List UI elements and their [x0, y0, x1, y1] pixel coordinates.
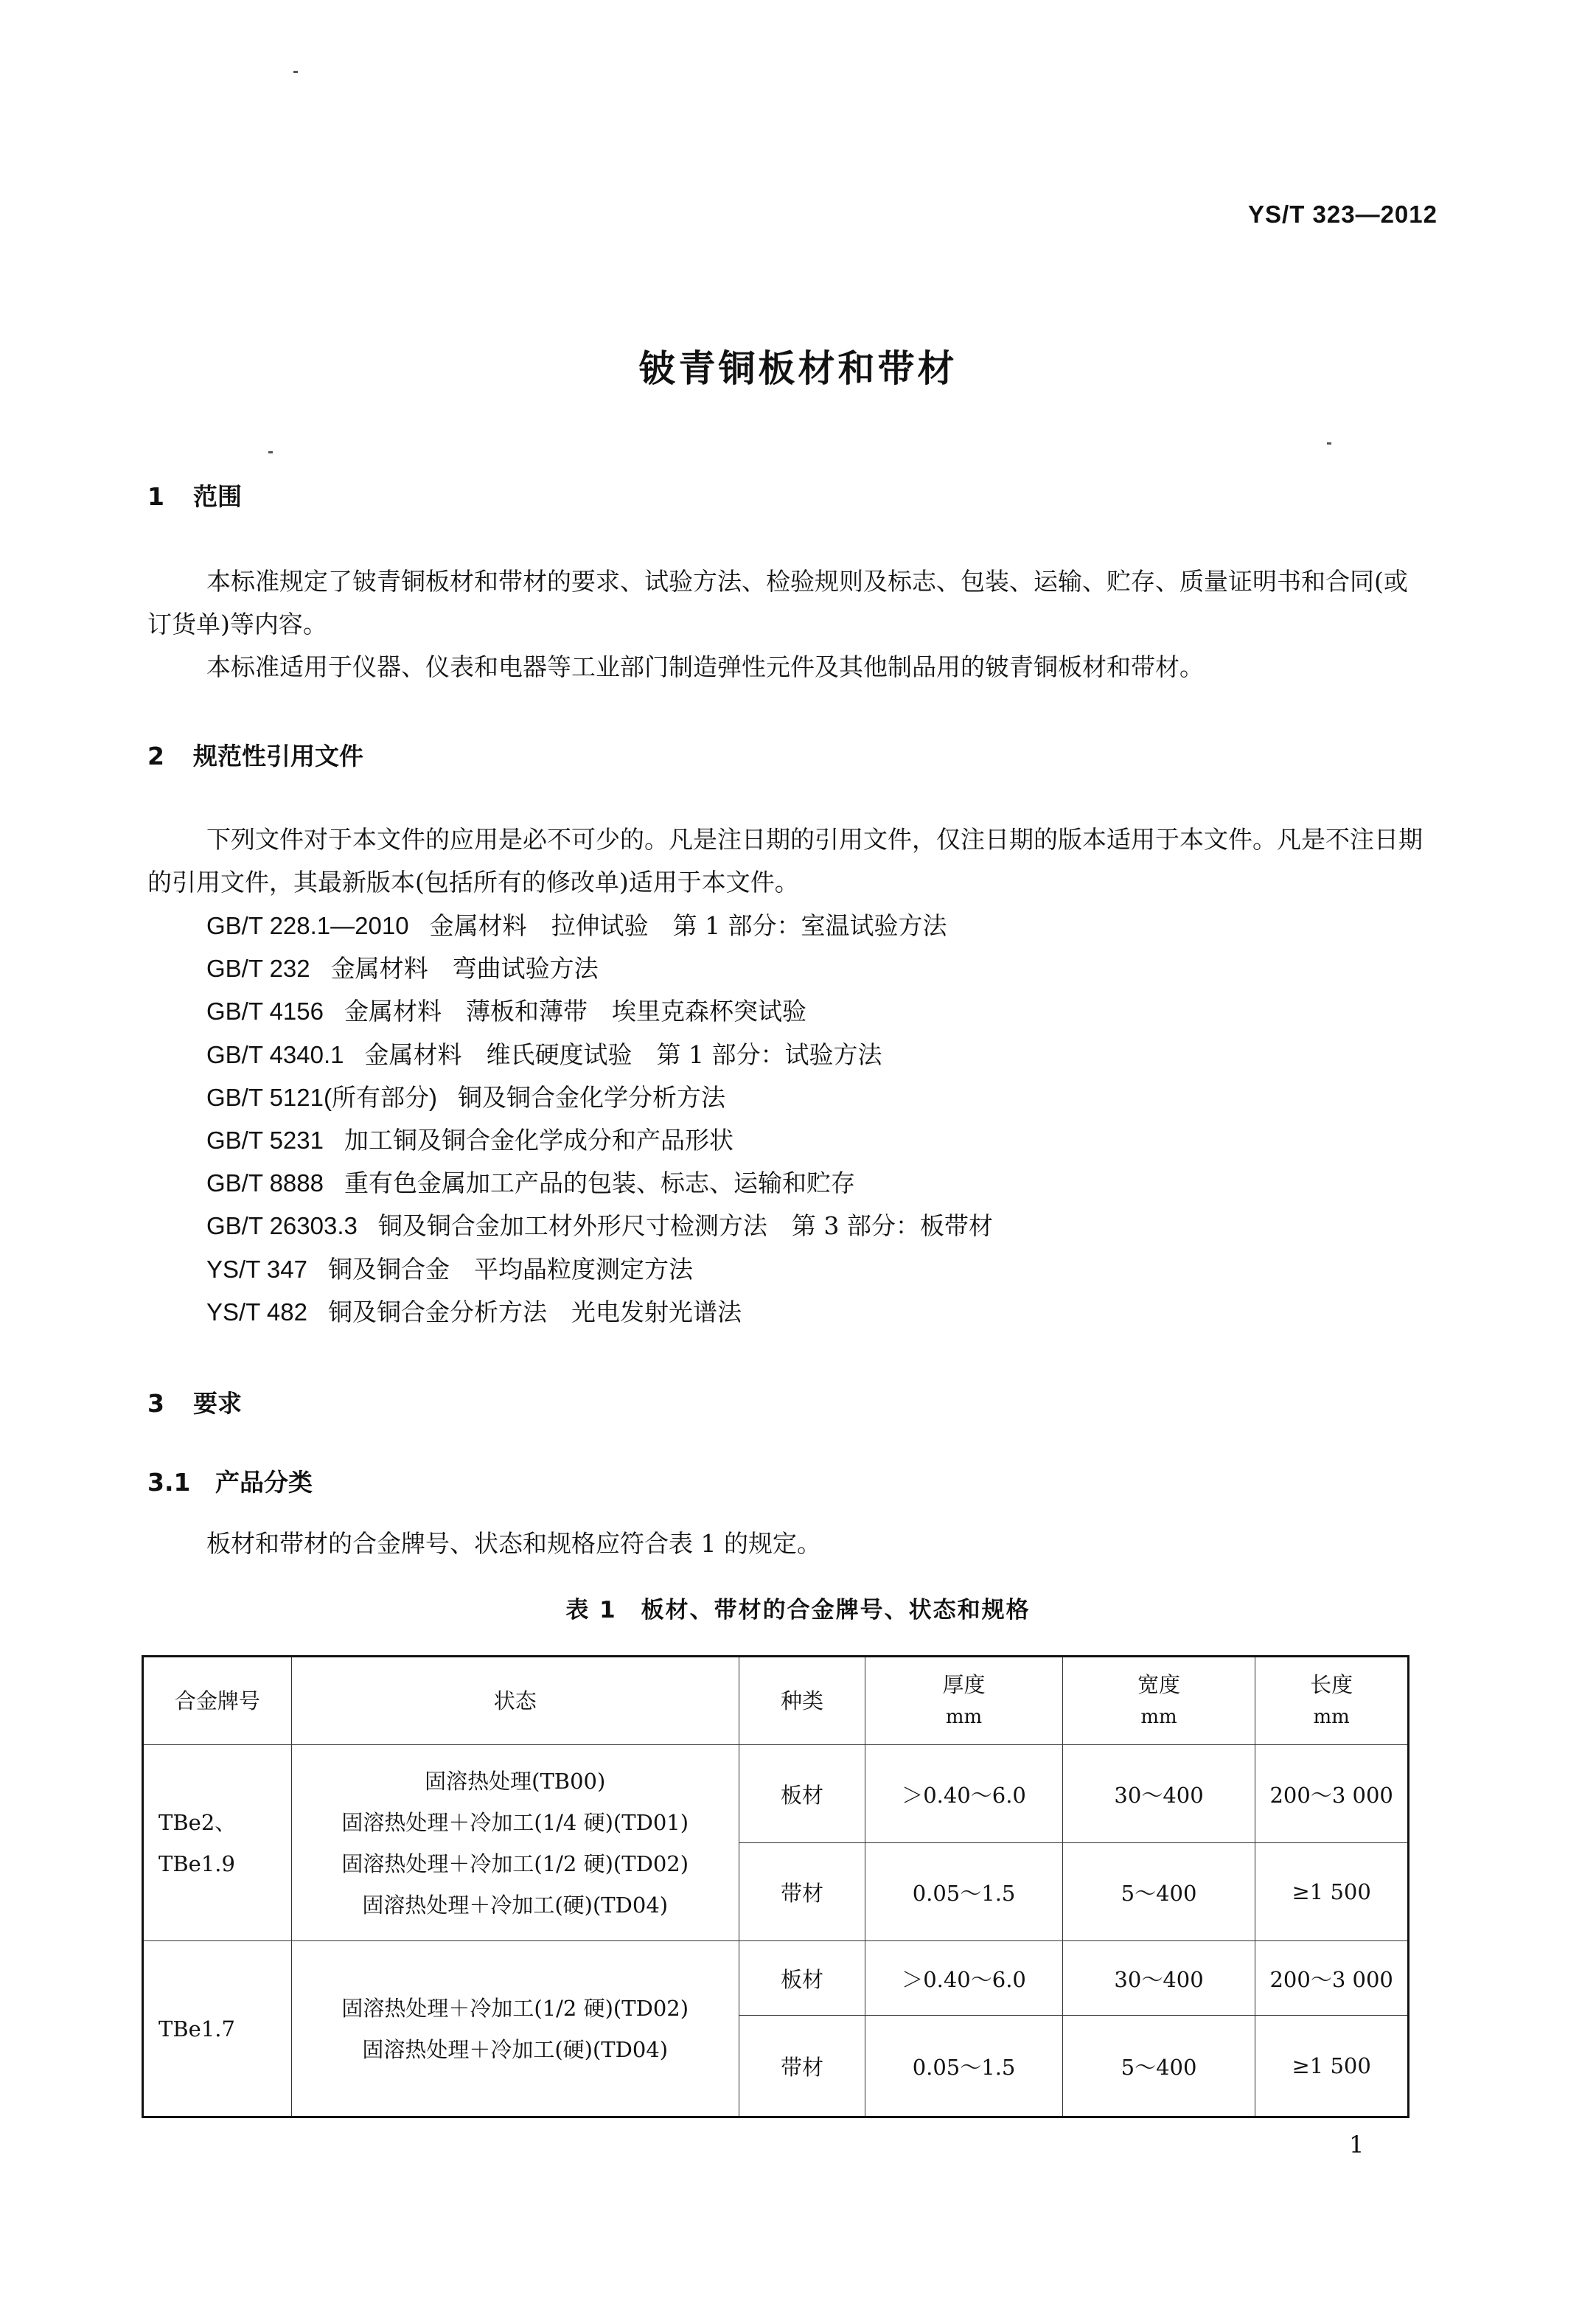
classification-text: 板材和带材的合金牌号、状态和规格应符合表 1 的规定。 — [206, 1529, 821, 1558]
section-number: 2 — [147, 742, 164, 770]
section-title: 要求 — [193, 1389, 242, 1418]
reference-list — [206, 905, 993, 1334]
reference-title: 铜及铜合金化学分析方法 — [457, 1082, 725, 1112]
section-number: 1 — [147, 482, 164, 511]
spec-table — [142, 1655, 1409, 2118]
alloy-grade: TBe2、 — [158, 1809, 237, 1835]
kind-cell: 带材 — [739, 2016, 865, 2117]
section-3-heading — [147, 1385, 242, 1419]
document-title: 铍青铜板材和带材 — [638, 347, 958, 390]
section-3-1-heading — [147, 1463, 313, 1498]
header-thickness-label: 厚度 — [942, 1672, 986, 1697]
section-number: 3.1 — [147, 1468, 191, 1497]
standard-code: YS/T 323—2012 — [1248, 201, 1438, 228]
reference-title: 金属材料 拉伸试验 第 1 部分：室温试验方法 — [429, 911, 947, 940]
reference-title: 铜及铜合金分析方法 光电发射光谱法 — [327, 1297, 742, 1326]
reference-item — [206, 1291, 993, 1334]
header-length-unit: mm — [1313, 1706, 1350, 1728]
header-thickness — [865, 1657, 1063, 1745]
references-intro: 下列文件对于本文件的应用是必不可少的。凡是注日期的引用文件，仅注日期的版本适用于本文件。凡是不注日期的引用文件，其最新版本(包括所有的修改单)适用于本文件。 — [147, 825, 1423, 897]
header-length-label: 长度 — [1310, 1672, 1353, 1697]
reference-code: GB/T 4156 — [206, 998, 324, 1026]
length-cell: ≥1 500 — [1255, 1843, 1409, 1941]
reference-item — [206, 947, 993, 990]
reference-code: YS/T 482 — [206, 1298, 307, 1326]
scope-paragraph-1: 本标准规定了铍青铜板材和带材的要求、试验方法、检验规则及标志、包装、运输、贮存、质量证明书和合同(或订货单)等内容。 — [147, 567, 1408, 638]
header-state: 状态 — [291, 1657, 739, 1745]
reference-title: 加工铜及铜合金化学成分和产品形状 — [344, 1125, 733, 1155]
table-row — [143, 1941, 1409, 2016]
thickness-cell: 0.05～1.5 — [865, 1843, 1063, 1941]
state-item: 固溶热处理＋冷加工(1/2 硬)(TD02) — [341, 1995, 689, 2021]
reference-code: GB/T 5121(所有部分) — [206, 1083, 437, 1111]
reference-title: 铜及铜合金 平均晶粒度测定方法 — [327, 1254, 693, 1284]
width-cell: 30～400 — [1062, 1941, 1255, 2016]
section-title: 产品分类 — [215, 1468, 313, 1497]
kind-cell: 板材 — [739, 1745, 865, 1843]
state-item: 固溶热处理(TB00) — [425, 1768, 606, 1794]
length-cell: ≥1 500 — [1255, 2016, 1409, 2117]
reference-item — [206, 1076, 993, 1119]
length-cell: 200～3 000 — [1255, 1745, 1409, 1843]
reference-title: 金属材料 维氏硬度试验 第 1 部分：试验方法 — [364, 1040, 882, 1069]
section-number: 3 — [147, 1389, 164, 1418]
length-cell: 200～3 000 — [1255, 1941, 1409, 2016]
reference-code: GB/T 232 — [206, 955, 310, 983]
thickness-cell: ＞0.40～6.0 — [865, 1941, 1063, 2016]
scan-speck — [1327, 442, 1331, 445]
page-number: 1 — [1349, 2131, 1365, 2159]
header-length — [1255, 1657, 1409, 1745]
state-item: 固溶热处理＋冷加工(硬)(TD04) — [362, 2036, 669, 2062]
alloy-cell — [143, 1941, 292, 2117]
reference-item — [206, 1034, 993, 1076]
header-width — [1062, 1657, 1255, 1745]
reference-title: 金属材料 弯曲试验方法 — [330, 954, 599, 984]
thickness-cell: ＞0.40～6.0 — [865, 1745, 1063, 1843]
reference-code: YS/T 347 — [206, 1255, 307, 1283]
reference-title: 重有色金属加工产品的包装、标志、运输和贮存 — [344, 1169, 855, 1198]
alloy-cell — [143, 1745, 292, 1941]
state-cell — [291, 1745, 739, 1941]
reference-item — [206, 1162, 993, 1205]
thickness-cell: 0.05～1.5 — [865, 2016, 1063, 2117]
reference-item — [206, 905, 993, 947]
scan-speck — [268, 451, 273, 453]
reference-title: 金属材料 薄板和薄带 埃里克森杯突试验 — [344, 997, 806, 1026]
section-title: 规范性引用文件 — [193, 742, 363, 770]
kind-cell: 带材 — [739, 1843, 865, 1941]
alloy-grade: TBe1.9 — [158, 1851, 235, 1876]
state-item: 固溶热处理＋冷加工(硬)(TD04) — [362, 1892, 669, 1918]
reference-code: GB/T 8888 — [206, 1169, 324, 1197]
reference-code: GB/T 5231 — [206, 1126, 324, 1154]
reference-item — [206, 1248, 993, 1291]
state-cell — [291, 1941, 739, 2117]
reference-code: GB/T 26303.3 — [206, 1212, 358, 1240]
state-item: 固溶热处理＋冷加工(1/4 硬)(TD01) — [341, 1809, 689, 1835]
kind-cell: 板材 — [739, 1941, 865, 2016]
section-title: 范围 — [193, 482, 242, 511]
header-alloy: 合金牌号 — [143, 1657, 292, 1745]
table-row — [143, 1745, 1409, 1843]
section-2-heading — [147, 737, 363, 772]
reference-item — [206, 1205, 993, 1247]
reference-code: GB/T 4340.1 — [206, 1040, 344, 1068]
header-width-label: 宽度 — [1137, 1672, 1181, 1697]
state-item: 固溶热处理＋冷加工(1/2 硬)(TD02) — [341, 1851, 689, 1876]
alloy-grade: TBe1.7 — [158, 2016, 235, 2041]
scope-paragraph-2: 本标准适用于仪器、仪表和电器等工业部门制造弹性元件及其他制品用的铍青铜板材和带材。 — [206, 652, 1204, 681]
reference-item — [206, 990, 993, 1033]
scan-speck — [293, 71, 298, 73]
width-cell: 5～400 — [1062, 2016, 1255, 2117]
width-cell: 5～400 — [1062, 1843, 1255, 1941]
header-width-unit: mm — [1140, 1706, 1177, 1728]
table-header-row — [143, 1657, 1409, 1745]
header-kind: 种类 — [739, 1657, 865, 1745]
header-thickness-unit: mm — [945, 1706, 983, 1728]
table-caption: 表 1 板材、带材的合金牌号、状态和规格 — [565, 1597, 1031, 1623]
reference-title: 铜及铜合金加工材外形尺寸检测方法 第 3 部分：板带材 — [377, 1211, 993, 1241]
section-1-heading — [147, 478, 242, 512]
reference-code: GB/T 228.1—2010 — [206, 912, 409, 939]
width-cell: 30～400 — [1062, 1745, 1255, 1843]
reference-item — [206, 1119, 993, 1162]
